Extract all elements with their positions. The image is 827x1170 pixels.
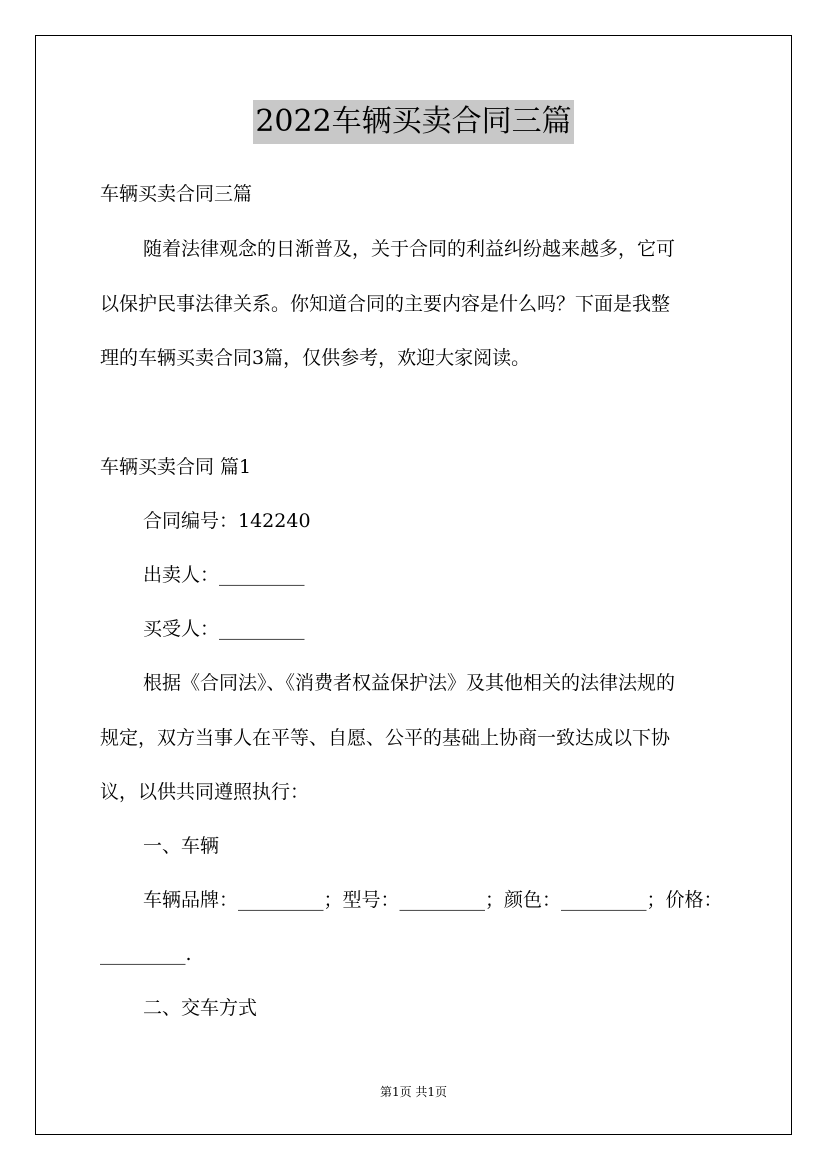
section-heading: 车辆买卖合同 篇1 (100, 456, 252, 478)
buyer-field: 买受人：_________ (143, 618, 305, 640)
item1-heading: 一、车辆 (143, 835, 220, 857)
basis-line-2: 规定，双方当事人在平等、自愿、公平的基础上协商一致达成以下协 (100, 727, 671, 749)
intro-line-3: 理的车辆买卖合同3篇，仅供参考，欢迎大家阅读。 (100, 347, 531, 369)
basis-line-3: 议，以供共同遵照执行： (100, 781, 310, 803)
item1-line-2: _________. (100, 943, 192, 965)
seller-field: 出卖人：_________ (143, 564, 305, 586)
intro-line-1: 随着法律观念的日渐普及，关于合同的利益纠纷越来越多，它可 (143, 238, 676, 260)
title-container (0, 100, 827, 144)
contract-number: 合同编号：142240 (143, 510, 311, 532)
page-footer: 第1页 共1页 (379, 1085, 448, 1099)
intro-line-2: 以保护民事法律关系。你知道合同的主要内容是什么吗？下面是我整 (100, 293, 671, 315)
basis-line-1: 根据《合同法》、《消费者权益保护法》及其他相关的法律法规的 (143, 672, 676, 694)
item2-heading: 二、交车方式 (143, 997, 258, 1019)
item1-line-1: 车辆品牌：_________；型号：_________；颜色：_________；价格： (143, 889, 723, 911)
document-title: 2022车辆买卖合同三篇 (253, 100, 573, 144)
subtitle: 车辆买卖合同三篇 (100, 183, 253, 205)
